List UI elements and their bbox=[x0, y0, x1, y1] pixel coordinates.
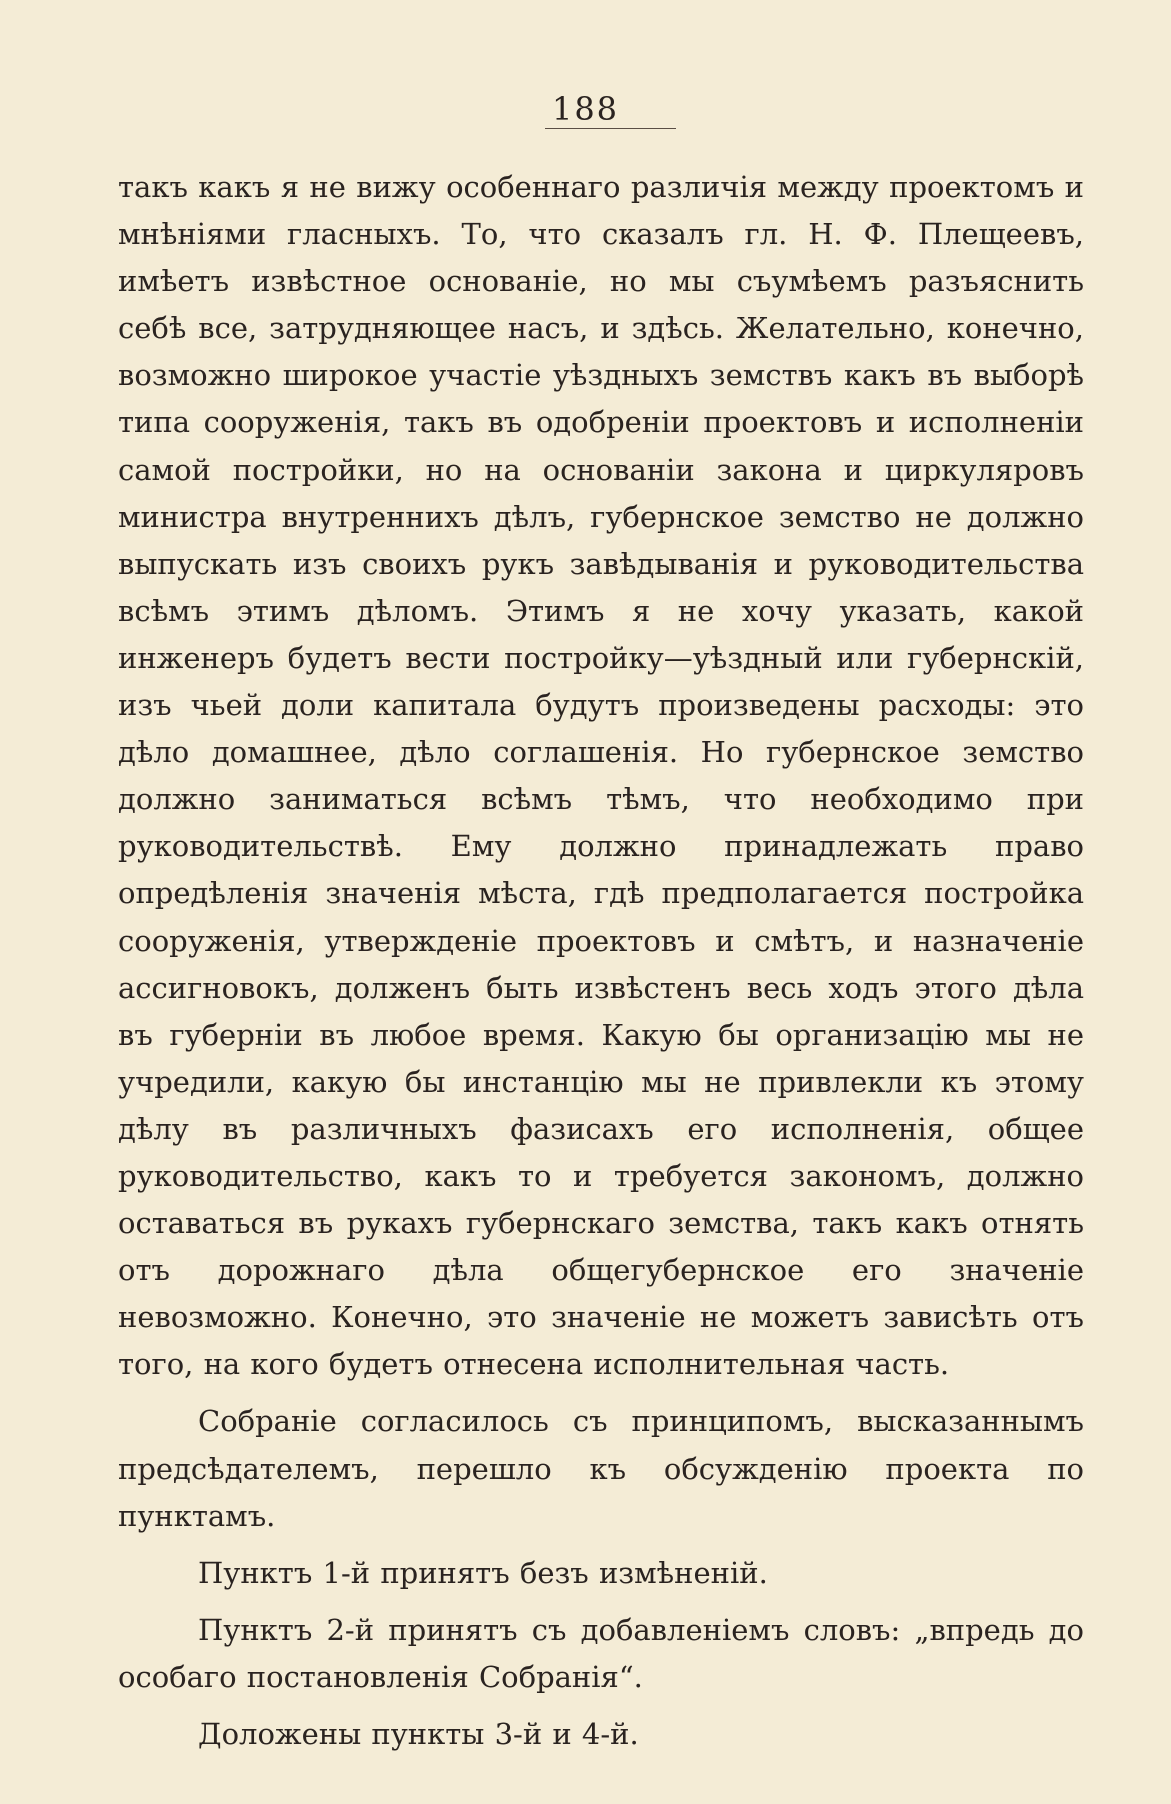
paragraph-assembly-agreed: Собраніе согласилось съ принципомъ, высказаннымъ предсѣдателемъ, перешло къ обсужденію проекта по пунктамъ. bbox=[118, 1404, 1084, 1533]
paragraph-speech: такъ какъ я не вижу особеннаго различія между проектомъ и мнѣніями гласныхъ. То, что сказалъ гл. Н. Ф. Плещеевъ, имѣетъ извѣстное основаніе, но мы съумѣемъ разъяснить себѣ все, затрудняющее насъ, и здѣсь. Желательно, конечно, возможно широкое участіе уѣздныхъ земствъ какъ въ выборѣ типа сооруженія, такъ въ одобреніи проектовъ и исполненіи самой постройки, но на основаніи закона и циркуляровъ министра внутреннихъ дѣлъ, губернское земство не должно выпускать изъ своихъ рукъ завѣдыванія и руководительства всѣмъ этимъ дѣломъ. Этимъ я не хочу указать, какой инженеръ будетъ вести постройку—уѣздный или губернскій, изъ чьей доли капитала будутъ произведены расходы: это дѣло домашнее, дѣло соглашенія. Но губернское земство должно заниматься всѣмъ тѣмъ, что необходимо при руководительствѣ. Ему должно принадлежать право опредѣленія значенія мѣста, гдѣ предполагается постройка сооруженія, утвержденіе проектовъ и смѣтъ, и назначеніе ассигновокъ, долженъ быть извѣстенъ весь ходъ этого дѣла въ губерніи въ любое время. Какую бы организацію мы не учредили, какую бы инстанцію мы не привлекли къ этому дѣлу въ различныхъ фазисахъ его исполненія, общее руководительство, какъ то и требуется закономъ, должно оставаться въ рукахъ губернскаго земства, такъ какъ отнять отъ дорожнаго дѣла общегубернское его значеніе невозможно. Конечно, это значеніе не можетъ зависѣть отъ того, на кого будетъ отнесена исполнительная часть. bbox=[118, 170, 1084, 1382]
paragraph-points-3-4: Доложены пункты 3-й и 4-й. bbox=[198, 1717, 639, 1751]
page-number: 188 bbox=[551, 90, 620, 128]
body-text bbox=[118, 164, 1084, 1758]
header-rule bbox=[545, 128, 676, 129]
paragraph-point-1: Пунктъ 1-й принятъ безъ измѣненій. bbox=[198, 1555, 768, 1590]
paragraph-point-2: Пунктъ 2-й принятъ съ добавленіемъ словъ: „впредь до особаго постановленія Собранія“. bbox=[118, 1612, 1084, 1694]
